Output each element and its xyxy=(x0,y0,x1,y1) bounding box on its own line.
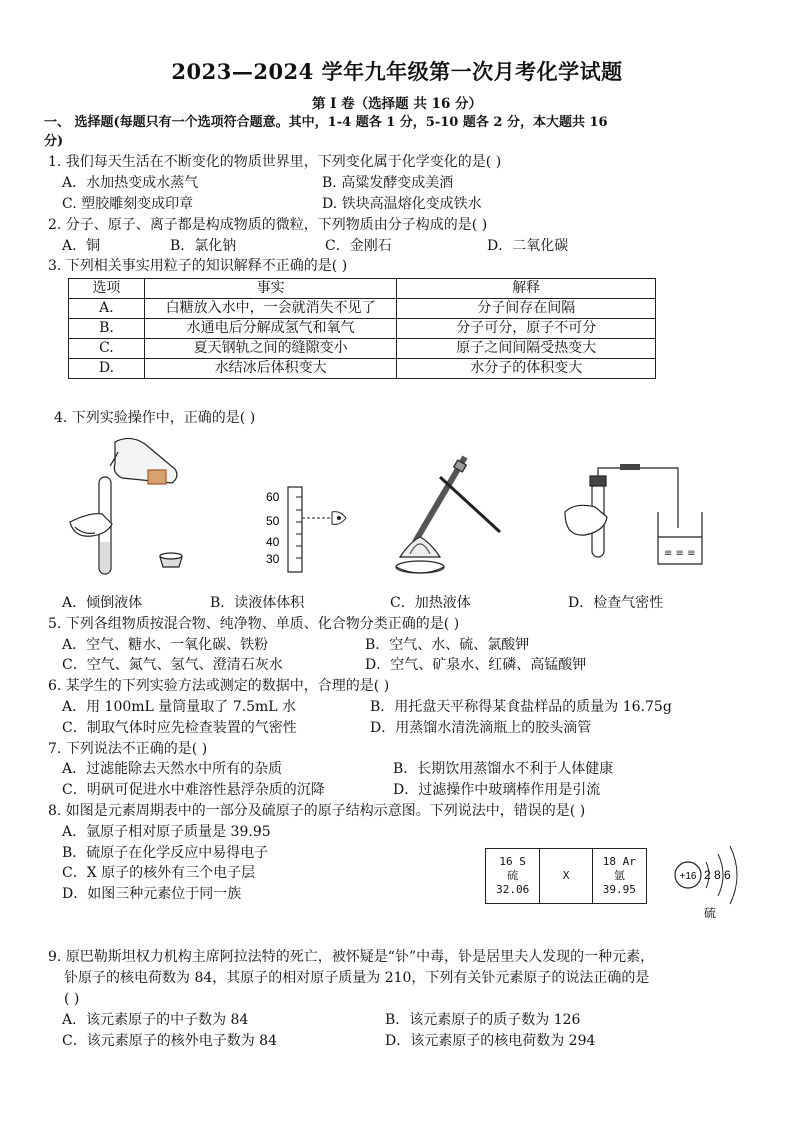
table-row xyxy=(69,319,656,339)
atom-label: 硫 xyxy=(704,906,717,920)
table-cell: 分子间存在间隔 xyxy=(397,299,656,319)
q6-option-d: D．用蒸馏水清洗滴瓶上的胶头滴管 xyxy=(370,720,592,736)
table-row xyxy=(69,299,656,319)
part-heading: 第 I 卷（选择题 共 16 分） xyxy=(311,96,483,112)
table-cell: A. xyxy=(69,299,145,319)
q3-table xyxy=(68,278,656,379)
q1-option-b: B. 高粱发酵变成美酒 xyxy=(322,175,454,191)
element-name: X xyxy=(562,869,570,882)
table-cell: 白糖放入水中，一会就消失不见了 xyxy=(144,299,397,319)
element-cell-argon xyxy=(593,849,646,903)
q2-option-a: A．铜 xyxy=(62,238,101,254)
table-header: 解释 xyxy=(397,279,656,299)
q2-option-d: D．二氧化碳 xyxy=(487,238,569,254)
q8-option-c: C．X 原子的核外有三个电子层 xyxy=(62,865,256,881)
exam-title: 2023—2024 学年九年级第一次月考化学试题 xyxy=(171,59,623,84)
q7-option-a: A．过滤能除去天然水中所有的杂质 xyxy=(62,761,283,777)
element-mass: 32.06 xyxy=(496,883,530,896)
table-cell: 水分子的体积变大 xyxy=(397,359,656,379)
q9-option-c: C．该元素原子的核外电子数为 84 xyxy=(62,1033,277,1049)
table-cell: C. xyxy=(69,339,145,359)
table-header-row xyxy=(69,279,656,299)
section-line-2: 分) xyxy=(44,134,64,149)
q9-option-b: B．该元素原子的质子数为 126 xyxy=(385,1012,581,1028)
table-cell: 原子之间间隔受热变大 xyxy=(397,339,656,359)
table-cell: 分子可分，原子不可分 xyxy=(397,319,656,339)
question-7-stem: 7. 下列说法不正确的是( ) xyxy=(48,741,208,757)
q8-option-a: A．氩原子相对原子质量是 39.95 xyxy=(62,824,271,840)
q9-option-a: A．该元素原子的中子数为 84 xyxy=(62,1012,249,1028)
question-6-stem: 6. 某学生的下列实验方法或测定的数据中，合理的是( ) xyxy=(48,678,390,694)
q4-option-c: C．加热液体 xyxy=(390,595,471,611)
section-line-1: 一、 选择题(每题只有一个选项符合题意。其中，1-4 题各 1 分，5-10 题各 2 分，本大题共 16 xyxy=(44,115,608,130)
q6-option-a: A．用 100mL 量筒量取了 7.5mL 水 xyxy=(62,699,297,715)
airtightness-check-illustration xyxy=(565,464,702,564)
reading-volume-illustration xyxy=(266,487,346,572)
q4-option-b: B．读液体体积 xyxy=(210,595,305,611)
q1-option-a: A．水加热变成水蒸气 xyxy=(62,175,199,191)
table-cell: D. xyxy=(69,359,145,379)
q4-illustrations xyxy=(60,432,710,592)
element-name: 硫 xyxy=(507,869,519,882)
q4-option-a: A．倾倒液体 xyxy=(62,595,143,611)
q6-option-b: B．用托盘天平称得某食盐样品的质量为 16.75g xyxy=(370,699,672,715)
question-3-stem: 3. 下列相关事实用粒子的知识解释不正确的是( ) xyxy=(48,258,348,274)
question-1-stem: 1. 我们每天生活在不断变化的物质世界里，下列变化属于化学变化的是( ) xyxy=(48,154,502,170)
scale-label: 40 xyxy=(266,535,280,549)
table-row xyxy=(69,339,656,359)
scale-label: 60 xyxy=(266,490,280,504)
table-header: 事实 xyxy=(144,279,397,299)
table-cell: 夏天钢轨之间的缝隙变小 xyxy=(144,339,397,359)
pouring-liquid-illustration xyxy=(70,438,182,574)
scale-label: 50 xyxy=(266,514,280,528)
q5-option-c: C．空气、氮气、氢气、澄清石灰水 xyxy=(62,657,283,673)
q2-option-c: C．金刚石 xyxy=(325,238,392,254)
table-cell: 水通电后分解成氢气和氧气 xyxy=(144,319,397,339)
question-5-stem: 5. 下列各组物质按混合物、纯净物、单质、化合物分类正确的是( ) xyxy=(48,616,460,632)
scale-label: 30 xyxy=(266,552,280,566)
q5-option-a: A．空气、糖水、一氧化碳、铁粉 xyxy=(62,637,269,653)
q9-option-d: D．该元素原子的核电荷数为 294 xyxy=(385,1033,596,1049)
element-cell-sulfur xyxy=(486,849,540,903)
table-header: 选项 xyxy=(69,279,145,299)
question-4-stem: 4. 下列实验操作中，正确的是( ) xyxy=(54,410,256,426)
q4-option-d: D．检查气密性 xyxy=(568,595,664,611)
question-8-stem: 8. 如图是元素周期表中的一部分及硫原子的原子结构示意图。下列说法中，错误的是( ) xyxy=(48,803,586,819)
electron-shells: 2 8 6 xyxy=(704,868,731,882)
q5-option-b: B．空气、水、硫、氯酸钾 xyxy=(365,637,530,653)
heating-liquid-illustration xyxy=(396,457,500,573)
q2-option-b: B．氯化钠 xyxy=(170,238,237,254)
element-number-symbol: 18 Ar xyxy=(602,855,636,868)
q7-option-c: C．明矾可促进水中难溶性悬浮杂质的沉降 xyxy=(62,782,325,798)
q1-option-c: C. 塑胶雕刻变成印章 xyxy=(62,196,194,212)
periodic-table-fragment xyxy=(485,848,647,904)
question-2-stem: 2. 分子、原子、离子都是构成物质的微粒，下列物质由分子构成的是( ) xyxy=(48,217,488,233)
q7-option-d: D．过滤操作中玻璃棒作用是引流 xyxy=(393,782,601,798)
element-cell-x xyxy=(540,849,592,903)
q6-option-c: C．制取气体时应先检查装置的气密性 xyxy=(62,720,297,736)
q8-option-d: D．如图三种元素位于同一族 xyxy=(62,886,242,902)
question-9-line-2: 钋原子的核电荷数为 84，其原子的相对原子质量为 210，下列有关钋元素原子的说法正确的是 xyxy=(64,970,650,986)
table-cell: 水结冰后体积变大 xyxy=(144,359,397,379)
svg-text:≡ ≡ ≡: ≡ ≡ ≡ xyxy=(664,548,696,559)
element-number-symbol: 16 S xyxy=(499,855,526,868)
q7-option-b: B．长期饮用蒸馏水不利于人体健康 xyxy=(393,761,614,777)
sulfur-atom-structure xyxy=(668,840,768,920)
q1-option-d: D. 铁块高温熔化变成铁水 xyxy=(322,196,482,212)
question-9-line-1: 9. 原巴勒斯坦权力机构主席阿拉法特的死亡，被怀疑是“钋”中毒，钋是居里夫人发现的一种元素， xyxy=(48,949,655,965)
nucleus-charge: +16 xyxy=(679,871,697,882)
q5-option-d: D．空气、矿泉水、红磷、高锰酸钾 xyxy=(365,657,587,673)
question-9-line-3: ( ) xyxy=(64,991,80,1007)
table-cell: B. xyxy=(69,319,145,339)
section-instructions xyxy=(44,113,760,151)
element-mass: 39.95 xyxy=(602,883,636,896)
table-row xyxy=(69,359,656,379)
element-name: 氩 xyxy=(613,869,625,882)
q8-option-b: B．硫原子在化学反应中易得电子 xyxy=(62,845,269,861)
